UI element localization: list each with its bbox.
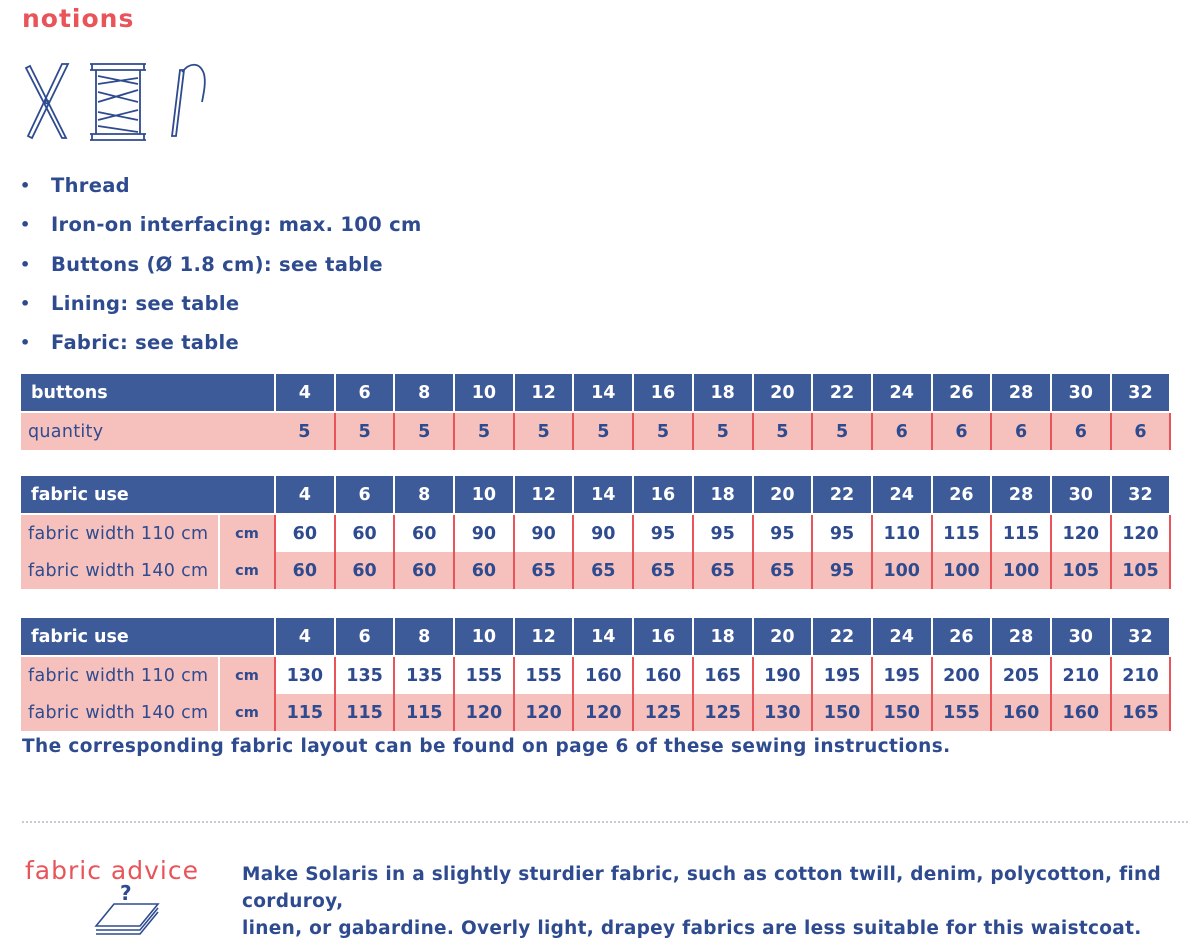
size-header: 14 (573, 374, 633, 411)
table-cell: 60 (275, 515, 335, 552)
size-header: 6 (335, 618, 395, 655)
buttons-table (21, 374, 1171, 450)
table-cell: 5 (394, 413, 454, 450)
size-header: 4 (275, 374, 335, 411)
table-cell: 100 (991, 552, 1051, 589)
size-header: 18 (693, 374, 753, 411)
fabric-advice-text: Make Solaris in a slightly sturdier fabric, such as cotton twill, denim, polycotton, find corduroy, linen, or gabardine. Overly light, drapey fabrics are less suitable for this waistcoat. (242, 864, 1162, 939)
table-cell: 6 (1111, 413, 1171, 450)
size-header: 18 (693, 476, 753, 513)
size-header: 30 (1051, 476, 1111, 513)
size-header: 10 (454, 618, 514, 655)
table-cell: 65 (633, 552, 693, 589)
table-cell: 115 (394, 694, 454, 731)
table-cell: 60 (335, 552, 395, 589)
table-cell: 120 (1051, 515, 1111, 552)
size-header: 4 (275, 476, 335, 513)
table-cell: 65 (693, 552, 753, 589)
row-label: fabric width 140 cm (21, 552, 219, 589)
size-header: 8 (394, 618, 454, 655)
table-cell: 5 (812, 413, 872, 450)
size-header: 26 (932, 374, 992, 411)
notions-icons (22, 62, 212, 142)
table-cell: 190 (753, 657, 813, 694)
table-cell: 6 (1051, 413, 1111, 450)
divider (22, 821, 1188, 823)
table-cell: 115 (335, 694, 395, 731)
table-cell: 135 (335, 657, 395, 694)
table-cell: 150 (812, 694, 872, 731)
table-cell: 110 (872, 515, 932, 552)
table-cell: 115 (275, 694, 335, 731)
size-header: 26 (932, 618, 992, 655)
table-cell: 120 (454, 694, 514, 731)
table-cell: 5 (693, 413, 753, 450)
size-header: 24 (872, 618, 932, 655)
size-header: 8 (394, 476, 454, 513)
table-cell: 205 (991, 657, 1051, 694)
row-label: fabric width 140 cm (21, 694, 219, 731)
size-header: 10 (454, 374, 514, 411)
size-header: 24 (872, 374, 932, 411)
table-cell: 90 (454, 515, 514, 552)
size-header: 28 (991, 476, 1051, 513)
table-cell: 6 (991, 413, 1051, 450)
table-cell: 5 (335, 413, 395, 450)
table-header-label: buttons (21, 374, 275, 411)
table-cell: 115 (991, 515, 1051, 552)
table-cell: 60 (335, 515, 395, 552)
table-cell: 100 (872, 552, 932, 589)
size-header: 10 (454, 476, 514, 513)
table-cell: 65 (514, 552, 574, 589)
row-label: fabric width 110 cm (21, 515, 219, 552)
size-header: 22 (812, 476, 872, 513)
table-cell: 65 (573, 552, 633, 589)
table-cell: 155 (932, 694, 992, 731)
size-header: 24 (872, 476, 932, 513)
table-cell: 155 (454, 657, 514, 694)
size-header: 8 (394, 374, 454, 411)
scissors-icon (26, 64, 68, 138)
size-header: 28 (991, 374, 1051, 411)
table-cell: 6 (872, 413, 932, 450)
size-header: 12 (514, 618, 574, 655)
table-cell: 115 (932, 515, 992, 552)
table-cell: 65 (753, 552, 813, 589)
notions-list (20, 166, 422, 362)
table-cell: 5 (275, 413, 335, 450)
table-cell: 200 (932, 657, 992, 694)
table-cell: 60 (394, 552, 454, 589)
fabric-use-table-1 (21, 476, 1171, 589)
size-header: 32 (1111, 476, 1171, 513)
table-cell: 5 (514, 413, 574, 450)
table-cell: 160 (633, 657, 693, 694)
table-cell: 160 (1051, 694, 1111, 731)
size-header: 4 (275, 618, 335, 655)
list-item: • Iron-on interfacing: max. 100 cm (20, 213, 422, 237)
fabric-use-table-2 (21, 618, 1171, 731)
size-header: 28 (991, 618, 1051, 655)
table-cell: 90 (514, 515, 574, 552)
table-cell: 165 (1111, 694, 1171, 731)
size-header: 6 (335, 476, 395, 513)
unit-label: cm (219, 694, 275, 731)
table-cell: 95 (812, 552, 872, 589)
table-cell: 105 (1111, 552, 1171, 589)
table-cell: 195 (812, 657, 872, 694)
table-cell: 95 (812, 515, 872, 552)
size-header: 20 (753, 374, 813, 411)
table-cell: 100 (932, 552, 992, 589)
fabric-advice-title: fabric advice (25, 856, 199, 885)
list-item: • Buttons (Ø 1.8 cm): see table (20, 252, 383, 276)
table-cell: 5 (454, 413, 514, 450)
thread-spool-icon (90, 64, 146, 140)
table-cell: 120 (1111, 515, 1171, 552)
table-cell: 105 (1051, 552, 1111, 589)
size-header: 32 (1111, 374, 1171, 411)
size-header: 20 (753, 476, 813, 513)
table-cell: 130 (275, 657, 335, 694)
table-cell: 60 (454, 552, 514, 589)
row-label: fabric width 110 cm (21, 657, 219, 694)
table-cell: 5 (633, 413, 693, 450)
list-item: • Fabric: see table (20, 331, 240, 355)
table-cell: 160 (573, 657, 633, 694)
table-header-label: fabric use (21, 476, 275, 513)
table-cell: 165 (693, 657, 753, 694)
table-cell: 120 (514, 694, 574, 731)
folded-fabric-question-icon (92, 880, 162, 938)
table-cell: 60 (394, 515, 454, 552)
size-header: 6 (335, 374, 395, 411)
table-cell: 5 (573, 413, 633, 450)
table-cell: 135 (394, 657, 454, 694)
size-header: 32 (1111, 618, 1171, 655)
table-cell: 150 (872, 694, 932, 731)
size-header: 18 (693, 618, 753, 655)
page-title: notions (22, 4, 135, 33)
table-header-label: fabric use (21, 618, 275, 655)
table-cell: 195 (872, 657, 932, 694)
table-cell: 5 (753, 413, 813, 450)
table-cell: 60 (275, 552, 335, 589)
row-label: quantity (21, 413, 275, 450)
fabric-layout-note: The corresponding fabric layout can be found on page 6 of these sewing instructions. (22, 736, 951, 757)
table-cell: 95 (693, 515, 753, 552)
table-cell: 90 (573, 515, 633, 552)
table-cell: 125 (693, 694, 753, 731)
table-cell: 130 (753, 694, 813, 731)
size-header: 16 (633, 476, 693, 513)
size-header: 16 (633, 618, 693, 655)
size-header: 30 (1051, 618, 1111, 655)
list-item: • Lining: see table (20, 292, 240, 316)
unit-label: cm (219, 657, 275, 694)
table-cell: 125 (633, 694, 693, 731)
table-cell: 210 (1111, 657, 1171, 694)
table-cell: 120 (573, 694, 633, 731)
table-cell: 95 (753, 515, 813, 552)
size-header: 20 (753, 618, 813, 655)
size-header: 30 (1051, 374, 1111, 411)
size-header: 14 (573, 476, 633, 513)
size-header: 12 (514, 476, 574, 513)
size-header: 22 (812, 618, 872, 655)
table-cell: 6 (932, 413, 992, 450)
size-header: 22 (812, 374, 872, 411)
size-header: 14 (573, 618, 633, 655)
svg-text:?: ? (120, 881, 132, 905)
table-cell: 155 (514, 657, 574, 694)
table-cell: 160 (991, 694, 1051, 731)
size-header: 12 (514, 374, 574, 411)
needle-icon (172, 65, 205, 136)
unit-label: cm (219, 552, 275, 589)
table-cell: 210 (1051, 657, 1111, 694)
table-cell: 95 (633, 515, 693, 552)
size-header: 26 (932, 476, 992, 513)
unit-label: cm (219, 515, 275, 552)
list-item: • Thread (20, 174, 130, 198)
size-header: 16 (633, 374, 693, 411)
